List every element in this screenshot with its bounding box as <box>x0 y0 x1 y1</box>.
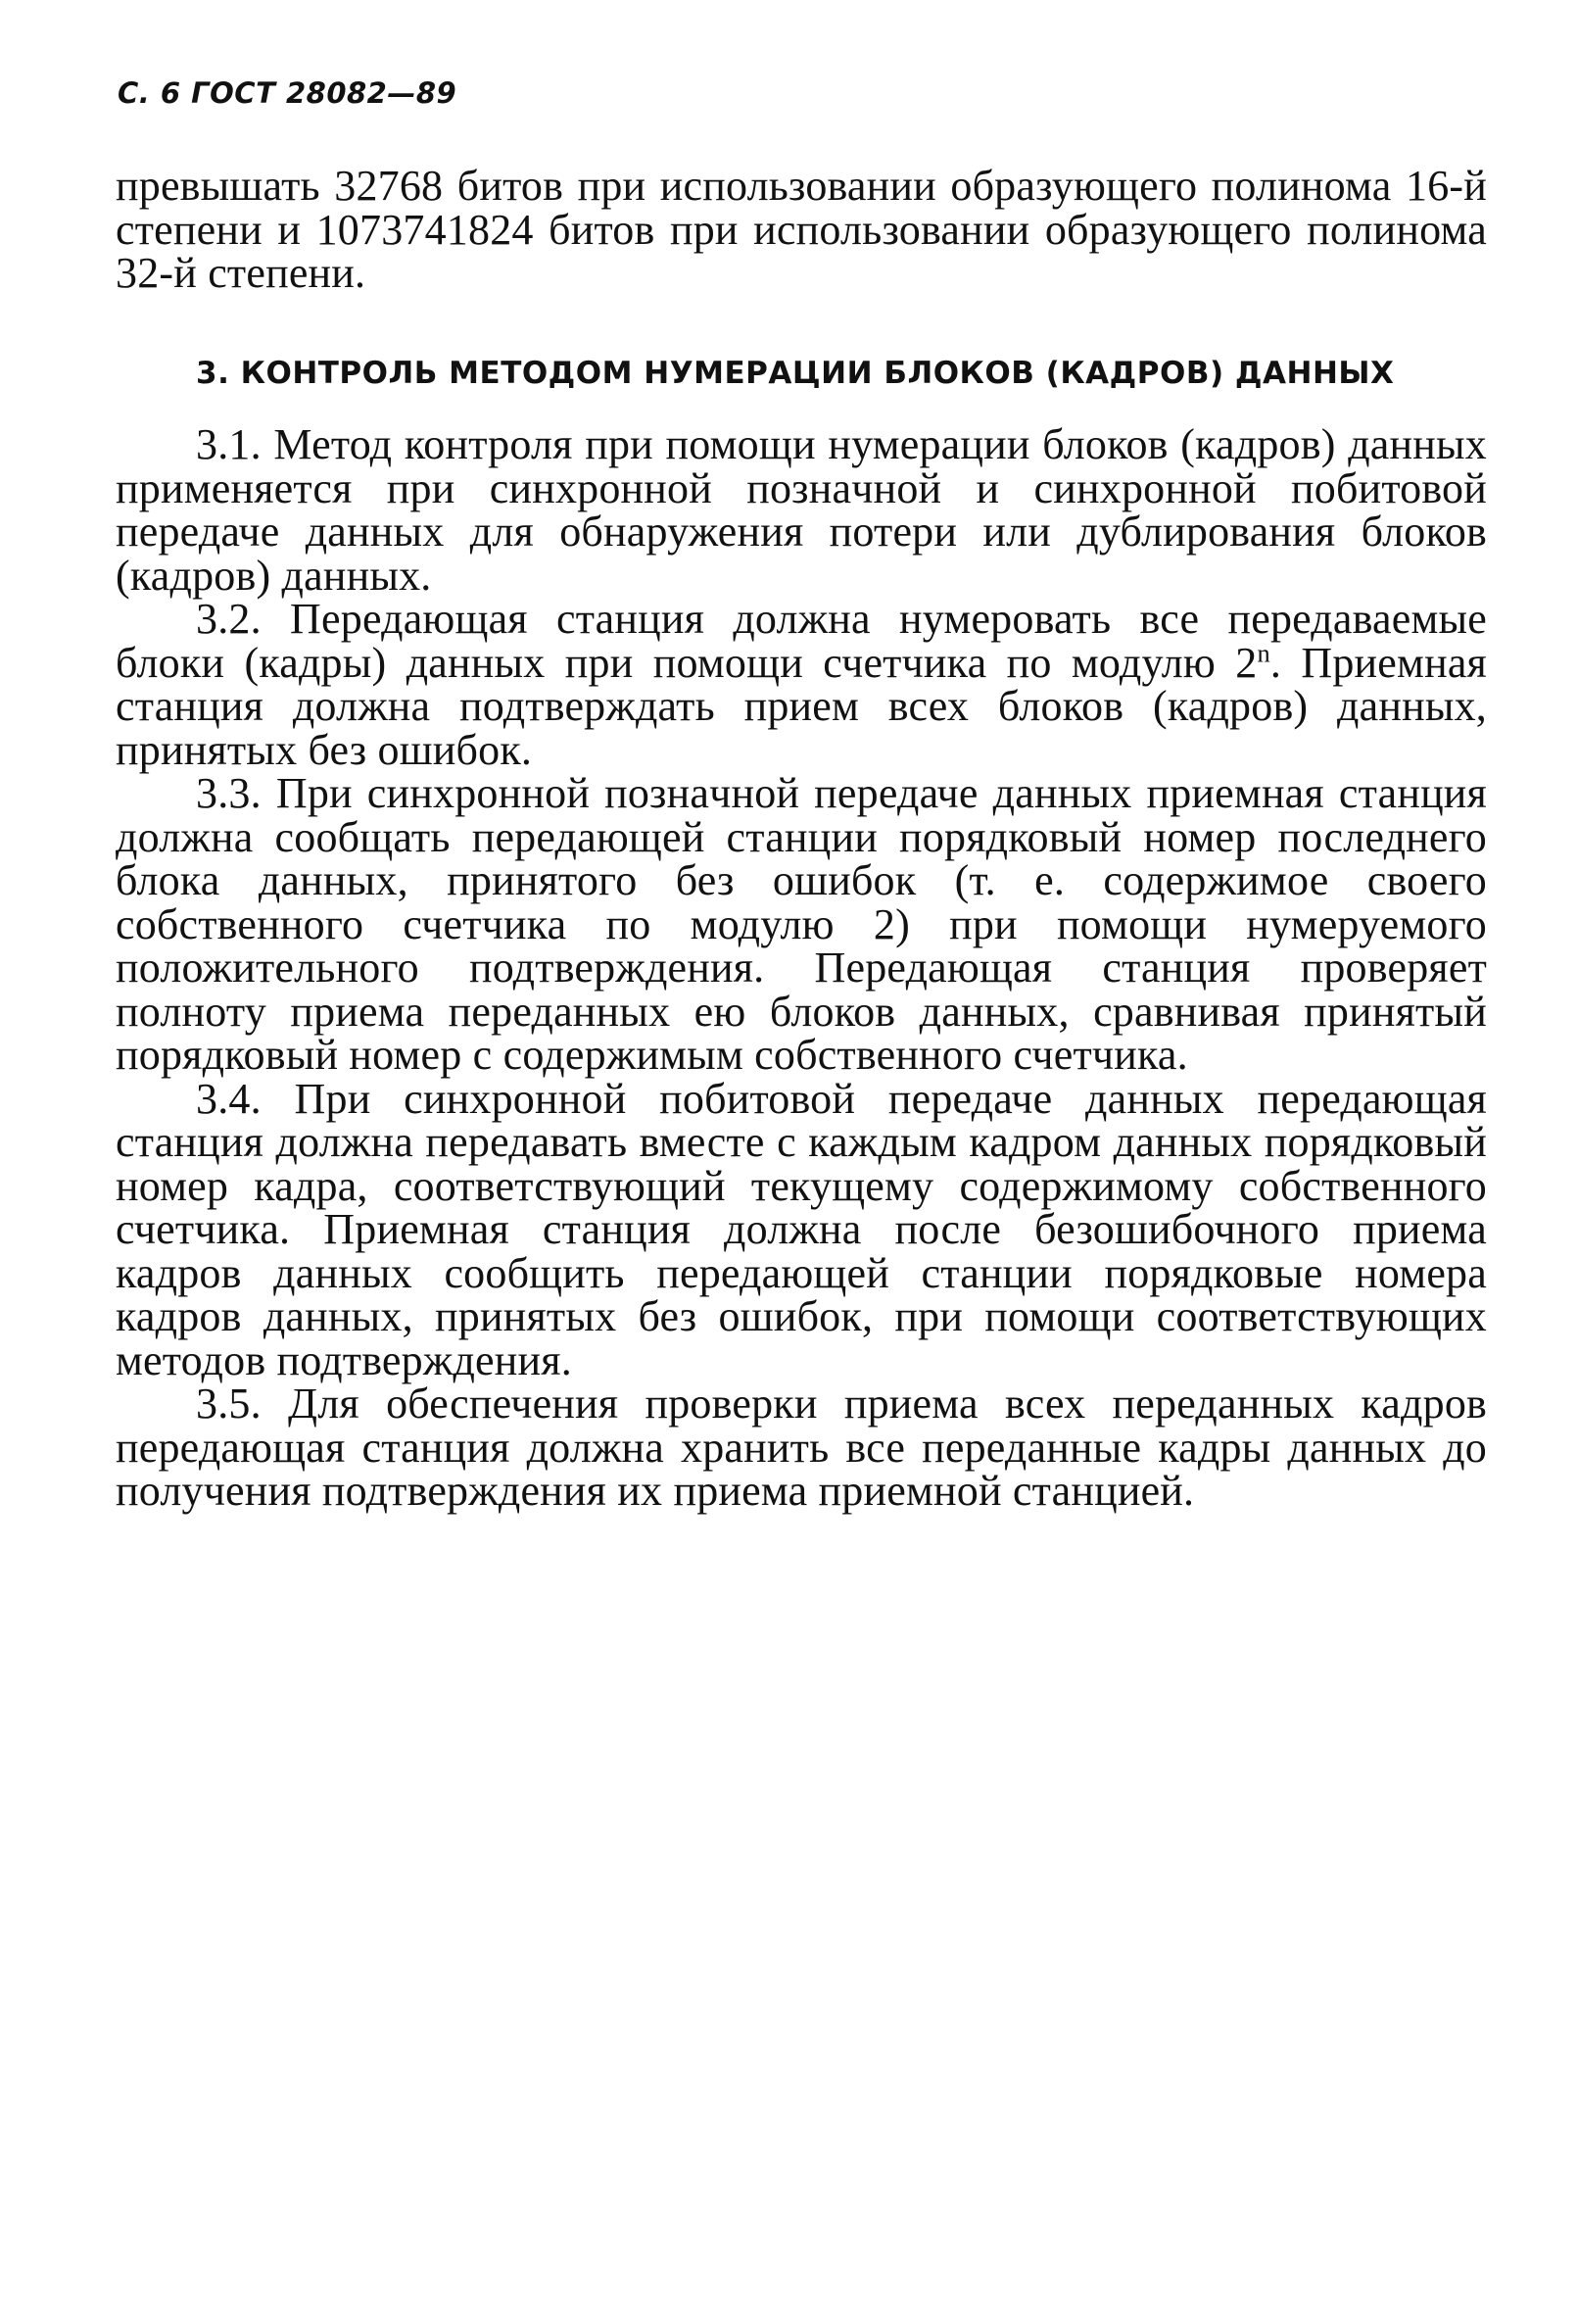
paragraph-3-2 <box>116 595 1487 774</box>
paragraph-3-4: 3.4. При синхронной побитовой передаче данных передающая станция должна передавать вместе с каждым кадром данных порядковый номер кадра, соответствующий текущему содержимому собственного счетчика. Приемная станция должна после безошибочного приема кадров данных сообщить передающей станции порядковые номера кадров данных, принятых без ошибок, при помощи соответствующих методов подтверждения. <box>116 1074 1487 1384</box>
paragraph-3-2-text-start: 3.2. Передающая станция должна нумеровать все передаваемые блоки (кадры) данных при помощи счетчика по модулю 2 <box>116 595 1487 687</box>
section-body <box>116 420 1487 1515</box>
paragraph-3-3: 3.3. При синхронной познaчной передаче данных приемная станция должна сообщать передающей станции порядковый номер последнего блока данных, принятого без ошибок (т. е. содержимое своего собственного счетчика по модулю 2) при помощи нумеруемого положительного подтверждения. Передающая станция проверяет полноту приема переданных ею блоков данных, сравнивая принятый порядковый номер с содержимым собственного счетчика. <box>116 769 1487 1079</box>
intro-block <box>116 162 1487 297</box>
paragraph-3-5: 3.5. Для обеспечения проверки приема всех переданных кадров передающая станция должна хранить все переданные кадры данных до получения подтверждения их приема приемной станцией. <box>116 1380 1487 1515</box>
paragraph-3-2-text-end: . Приемная станция должна подтверждать прием всех блоков (кадров) данных, принятых без ошибок. <box>116 638 1487 774</box>
section-heading: 3. КОНТРОЛЬ МЕТОДОМ НУМЕРАЦИИ БЛОКОВ (КАДРОВ) ДАННЫХ <box>196 356 1395 391</box>
paragraph-3-1: 3.1. Метод контроля при помощи нумерации блоков (кадров) данных применяется при синхронной познaчной и синхронной побитовой передаче данных для обнаружения потери или дублирования блоков (кадров) данных. <box>116 420 1487 600</box>
running-head: С. 6 ГОСТ 28082—89 <box>118 76 457 110</box>
intro-paragraph: превышать 32768 битов при использовании образующего полинома 16-й степени и 1073741824 битов при использовании образующего полинома 32-й степени. <box>116 162 1487 297</box>
superscript-n: n <box>1257 637 1270 667</box>
